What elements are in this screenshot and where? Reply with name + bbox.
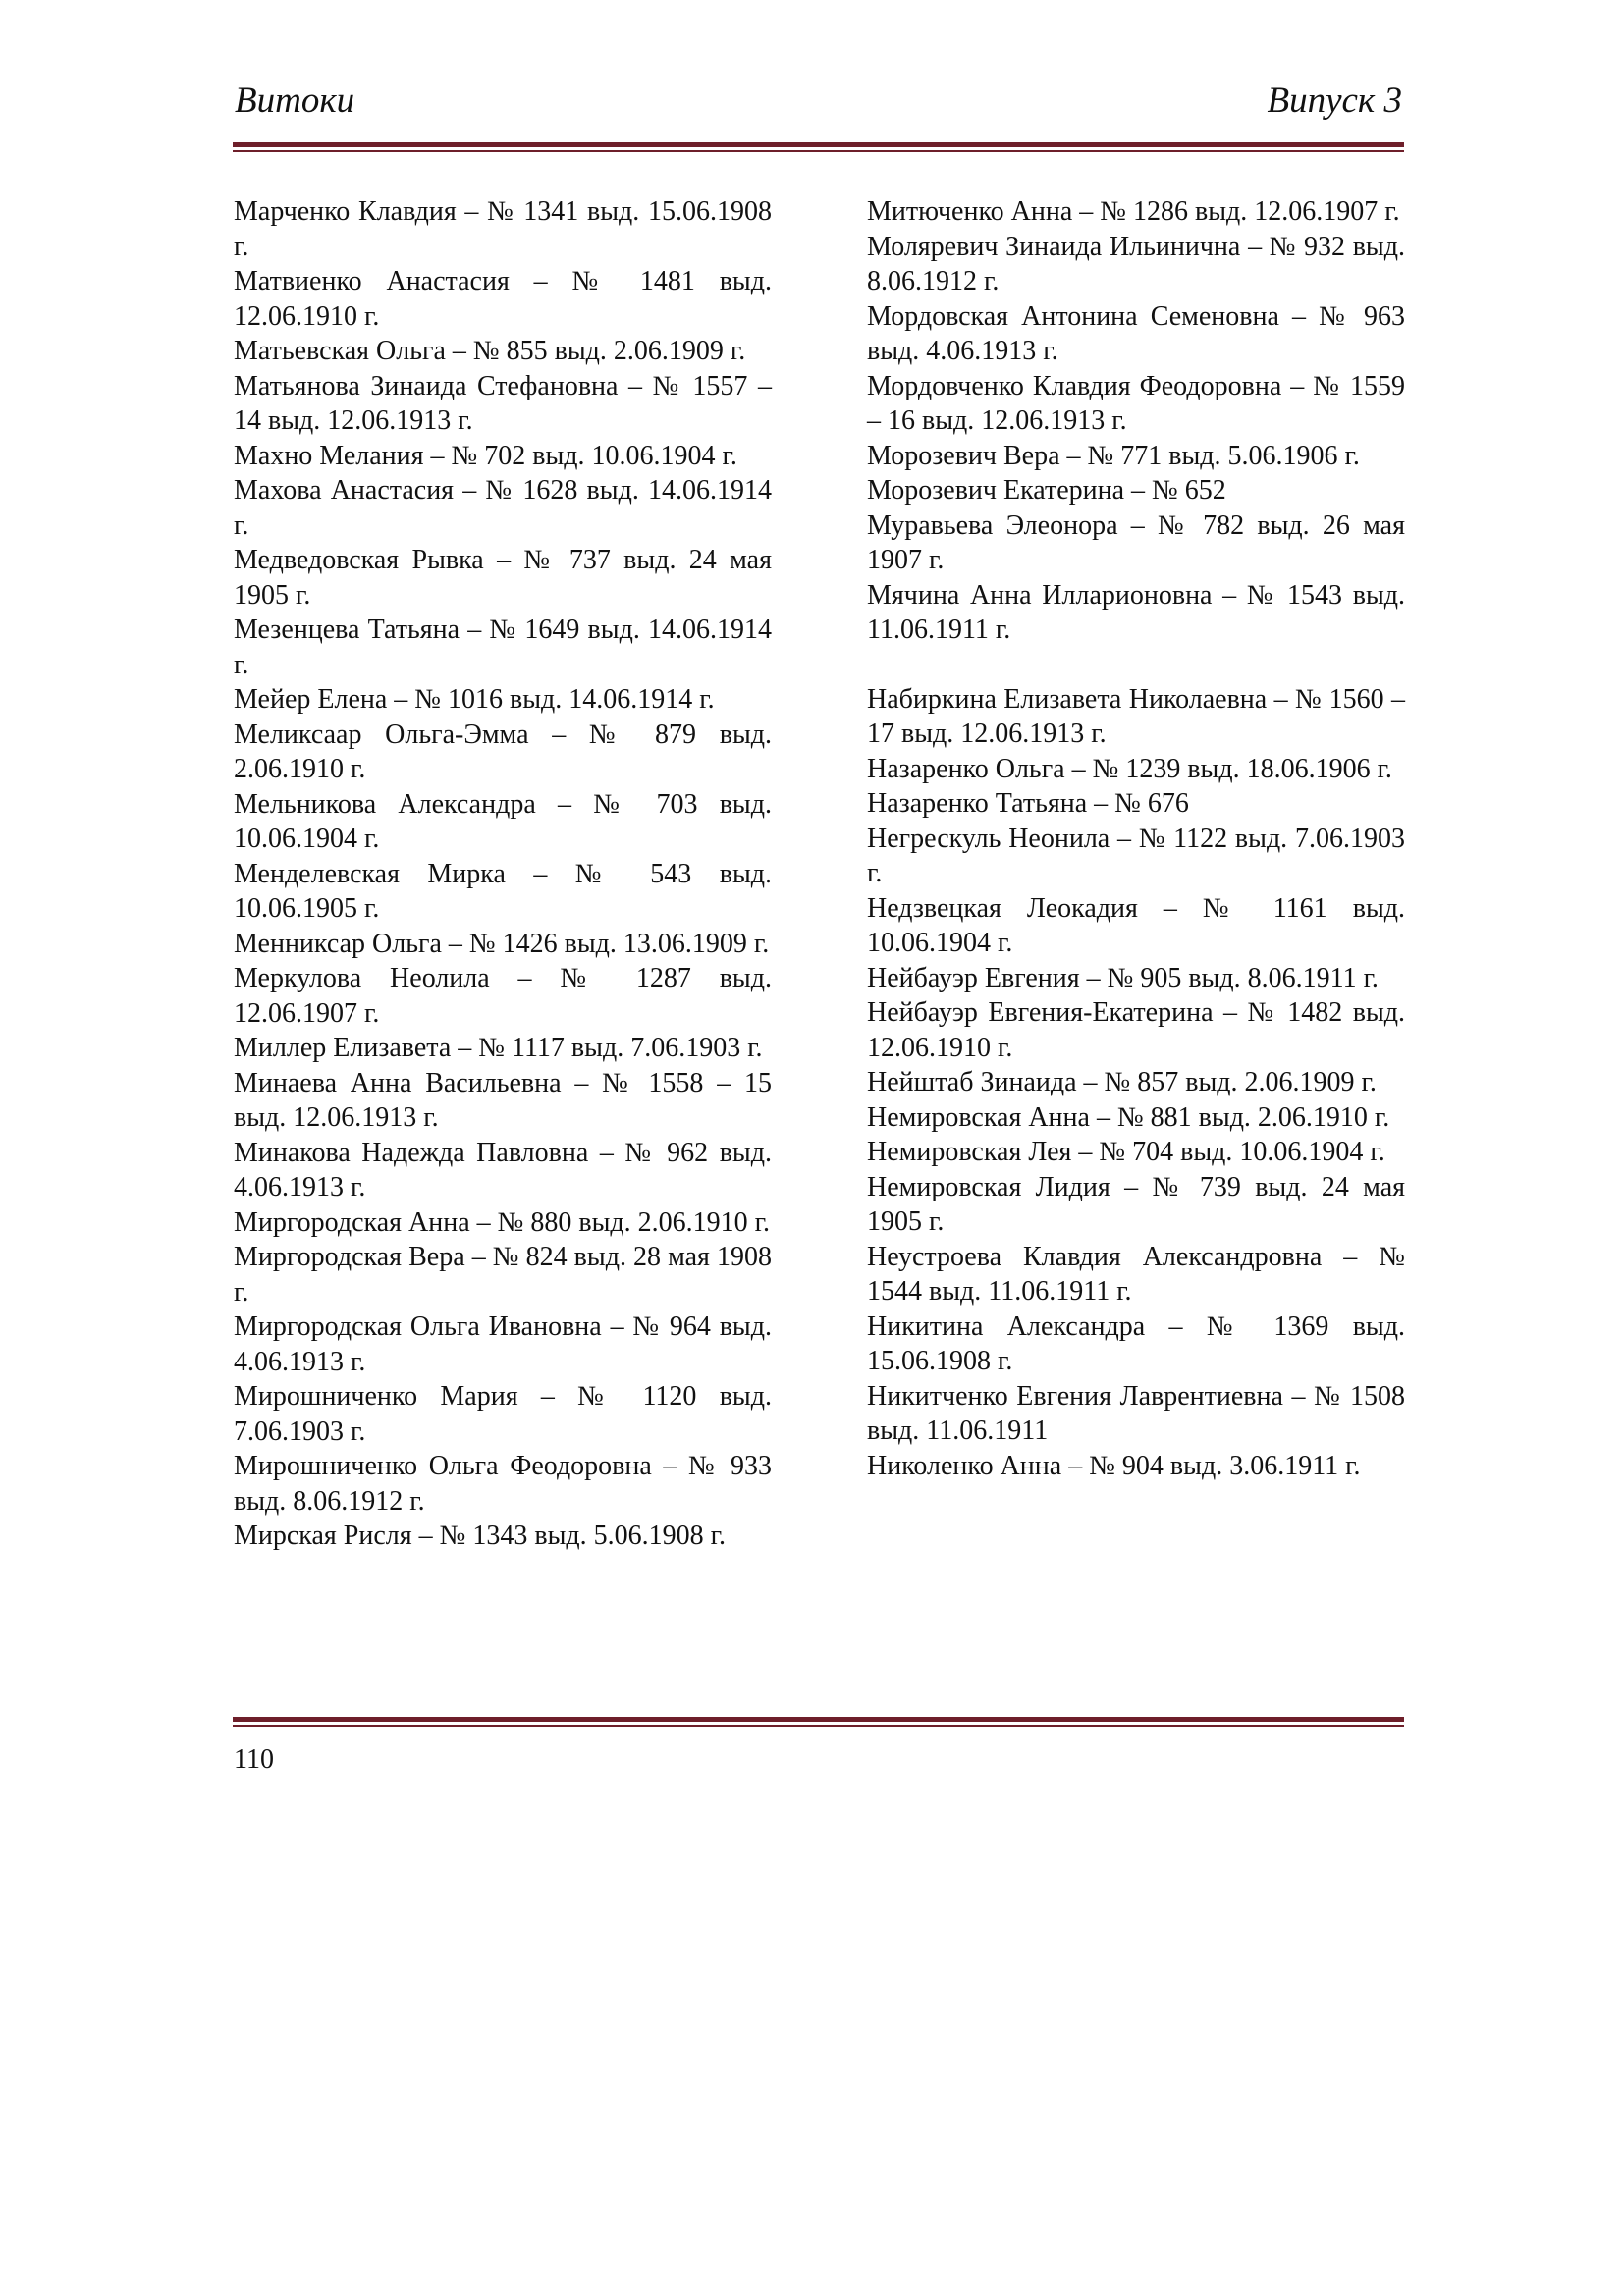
- list-item: Махова Анастасия – № 1628 выд. 14.06.1914 г.: [234, 475, 772, 541]
- list-item: Меликсаар Ольга-Эмма – № 879 выд. 2.06.1910 г.: [234, 719, 772, 784]
- list-item: Медведовская Рывка – № 737 выд. 24 мая 1905 г.: [234, 545, 772, 611]
- list-item: Менделевская Мирка – № 543 выд. 10.06.1905 г.: [234, 858, 772, 924]
- list-item: Миргородская Вера – № 824 выд. 28 мая 1908 г.: [234, 1242, 772, 1308]
- list-item: Неустроева Клавдия Александровна – № 1544 выд. 11.06.1911 г.: [867, 1241, 1405, 1307]
- list-item: Марченко Клавдия – № 1341 выд. 15.06.1908 г.: [234, 196, 772, 262]
- list-item: Миргородская Ольга Ивановна – № 964 выд. 4.06.1913 г.: [234, 1311, 772, 1377]
- list-item: Назаренко Ольга – № 1239 выд. 18.06.1906 г.: [867, 753, 1392, 784]
- list-item: Матьевская Ольга – № 855 выд. 2.06.1909 г.: [234, 336, 746, 366]
- list-item: Мирошниченко Мария – № 1120 выд. 7.06.1903 г.: [234, 1381, 772, 1447]
- list-item: Матьянова Зинаида Стефановна – № 1557 – 14 выд. 12.06.1913 г.: [234, 370, 772, 436]
- list-item: Мейер Елена – № 1016 выд. 14.06.1914 г.: [234, 684, 715, 715]
- list-item: Муравьева Элеонора – № 782 выд. 26 мая 1907 г.: [867, 509, 1405, 575]
- list-item: Махно Мелания – № 702 выд. 10.06.1904 г.: [234, 440, 737, 471]
- list-item: Немировская Анна – № 881 выд. 2.06.1910 г.: [867, 1101, 1390, 1133]
- list-item: Матвиенко Анастасия – № 1481 выд. 12.06.1910 г.: [234, 266, 772, 332]
- list-item: Набиркина Елизавета Николаевна – № 1560 – 17 выд. 12.06.1913 г.: [867, 683, 1405, 749]
- left-column: [234, 194, 772, 1554]
- issue-title: Випуск 3: [1267, 80, 1402, 121]
- list-item: Менниксар Ольга – № 1426 выд. 13.06.1909 г.: [234, 928, 770, 959]
- list-item: Меркулова Неолила – № 1287 выд. 12.06.1907 г.: [234, 963, 772, 1029]
- list-item: Морозевич Екатерина – № 652: [867, 475, 1226, 506]
- list-item: Мордовская Антонина Семеновна – № 963 выд. 4.06.1913 г.: [867, 300, 1405, 366]
- list-item: Назаренко Татьяна – № 676: [867, 788, 1189, 819]
- list-item: Никитченко Евгения Лаврентиевна – № 1508 выд. 11.06.1911: [867, 1380, 1405, 1446]
- list-item: Митюченко Анна – № 1286 выд. 12.06.1907 г.: [867, 196, 1400, 227]
- list-item: Мирская Рисля – № 1343 выд. 5.06.1908 г.: [234, 1521, 726, 1551]
- list-item: Минаева Анна Васильевна – № 1558 – 15 выд. 12.06.1913 г.: [234, 1067, 772, 1133]
- list-item: Минакова Надежда Павловна – № 962 выд. 4.06.1913 г.: [234, 1137, 772, 1202]
- list-item: Миргородская Анна – № 880 выд. 2.06.1910 г.: [234, 1206, 770, 1238]
- list-item: Мирошниченко Ольга Феодоровна – № 933 выд. 8.06.1912 г.: [234, 1451, 772, 1517]
- page-number: 110: [234, 1744, 274, 1775]
- list-item: Нейштаб Зинаида – № 857 выд. 2.06.1909 г.: [867, 1067, 1377, 1097]
- list-item: Миллер Елизавета – № 1117 выд. 7.06.1903 г.: [234, 1033, 763, 1063]
- list-item: Мордовченко Клавдия Феодоровна – № 1559 – 16 выд. 12.06.1913 г.: [867, 370, 1405, 436]
- list-item: Мельникова Александра – № 703 выд. 10.06.1904 г.: [234, 788, 772, 854]
- list-item: Морозевич Вера – № 771 выд. 5.06.1906 г.: [867, 440, 1360, 471]
- list-item: Нейбауэр Евгения-Екатерина – № 1482 выд. 12.06.1910 г.: [867, 997, 1405, 1063]
- list-item: Николенко Анна – № 904 выд. 3.06.1911 г.: [867, 1450, 1361, 1481]
- list-item: Нейбауэр Евгения – № 905 выд. 8.06.1911 г.: [867, 962, 1379, 993]
- right-column: [867, 194, 1405, 1483]
- page-header: [233, 77, 1404, 126]
- list-item: Никитина Александра – № 1369 выд. 15.06.1908 г.: [867, 1310, 1405, 1376]
- footer-rule: [233, 1717, 1404, 1727]
- header-rule: [233, 142, 1404, 152]
- list-item: Немировская Лея – № 704 выд. 10.06.1904 г.: [867, 1137, 1385, 1167]
- list-item: Моляревич Зинаида Ильинична – № 932 выд. 8.06.1912 г.: [867, 231, 1405, 296]
- list-item: Негрескуль Неонила – № 1122 выд. 7.06.1903 г.: [867, 823, 1405, 888]
- list-item: Мезенцева Татьяна – № 1649 выд. 14.06.1914 г.: [234, 614, 772, 680]
- list-item: Мячина Анна Илларионовна – № 1543 выд. 11.06.1911 г.: [867, 579, 1405, 645]
- list-item: Недзвецкая Леокадия – № 1161 выд. 10.06.1904 г.: [867, 892, 1405, 958]
- list-item: Немировская Лидия – № 739 выд. 24 мая 1905 г.: [867, 1171, 1405, 1237]
- journal-title: Витоки: [235, 80, 355, 121]
